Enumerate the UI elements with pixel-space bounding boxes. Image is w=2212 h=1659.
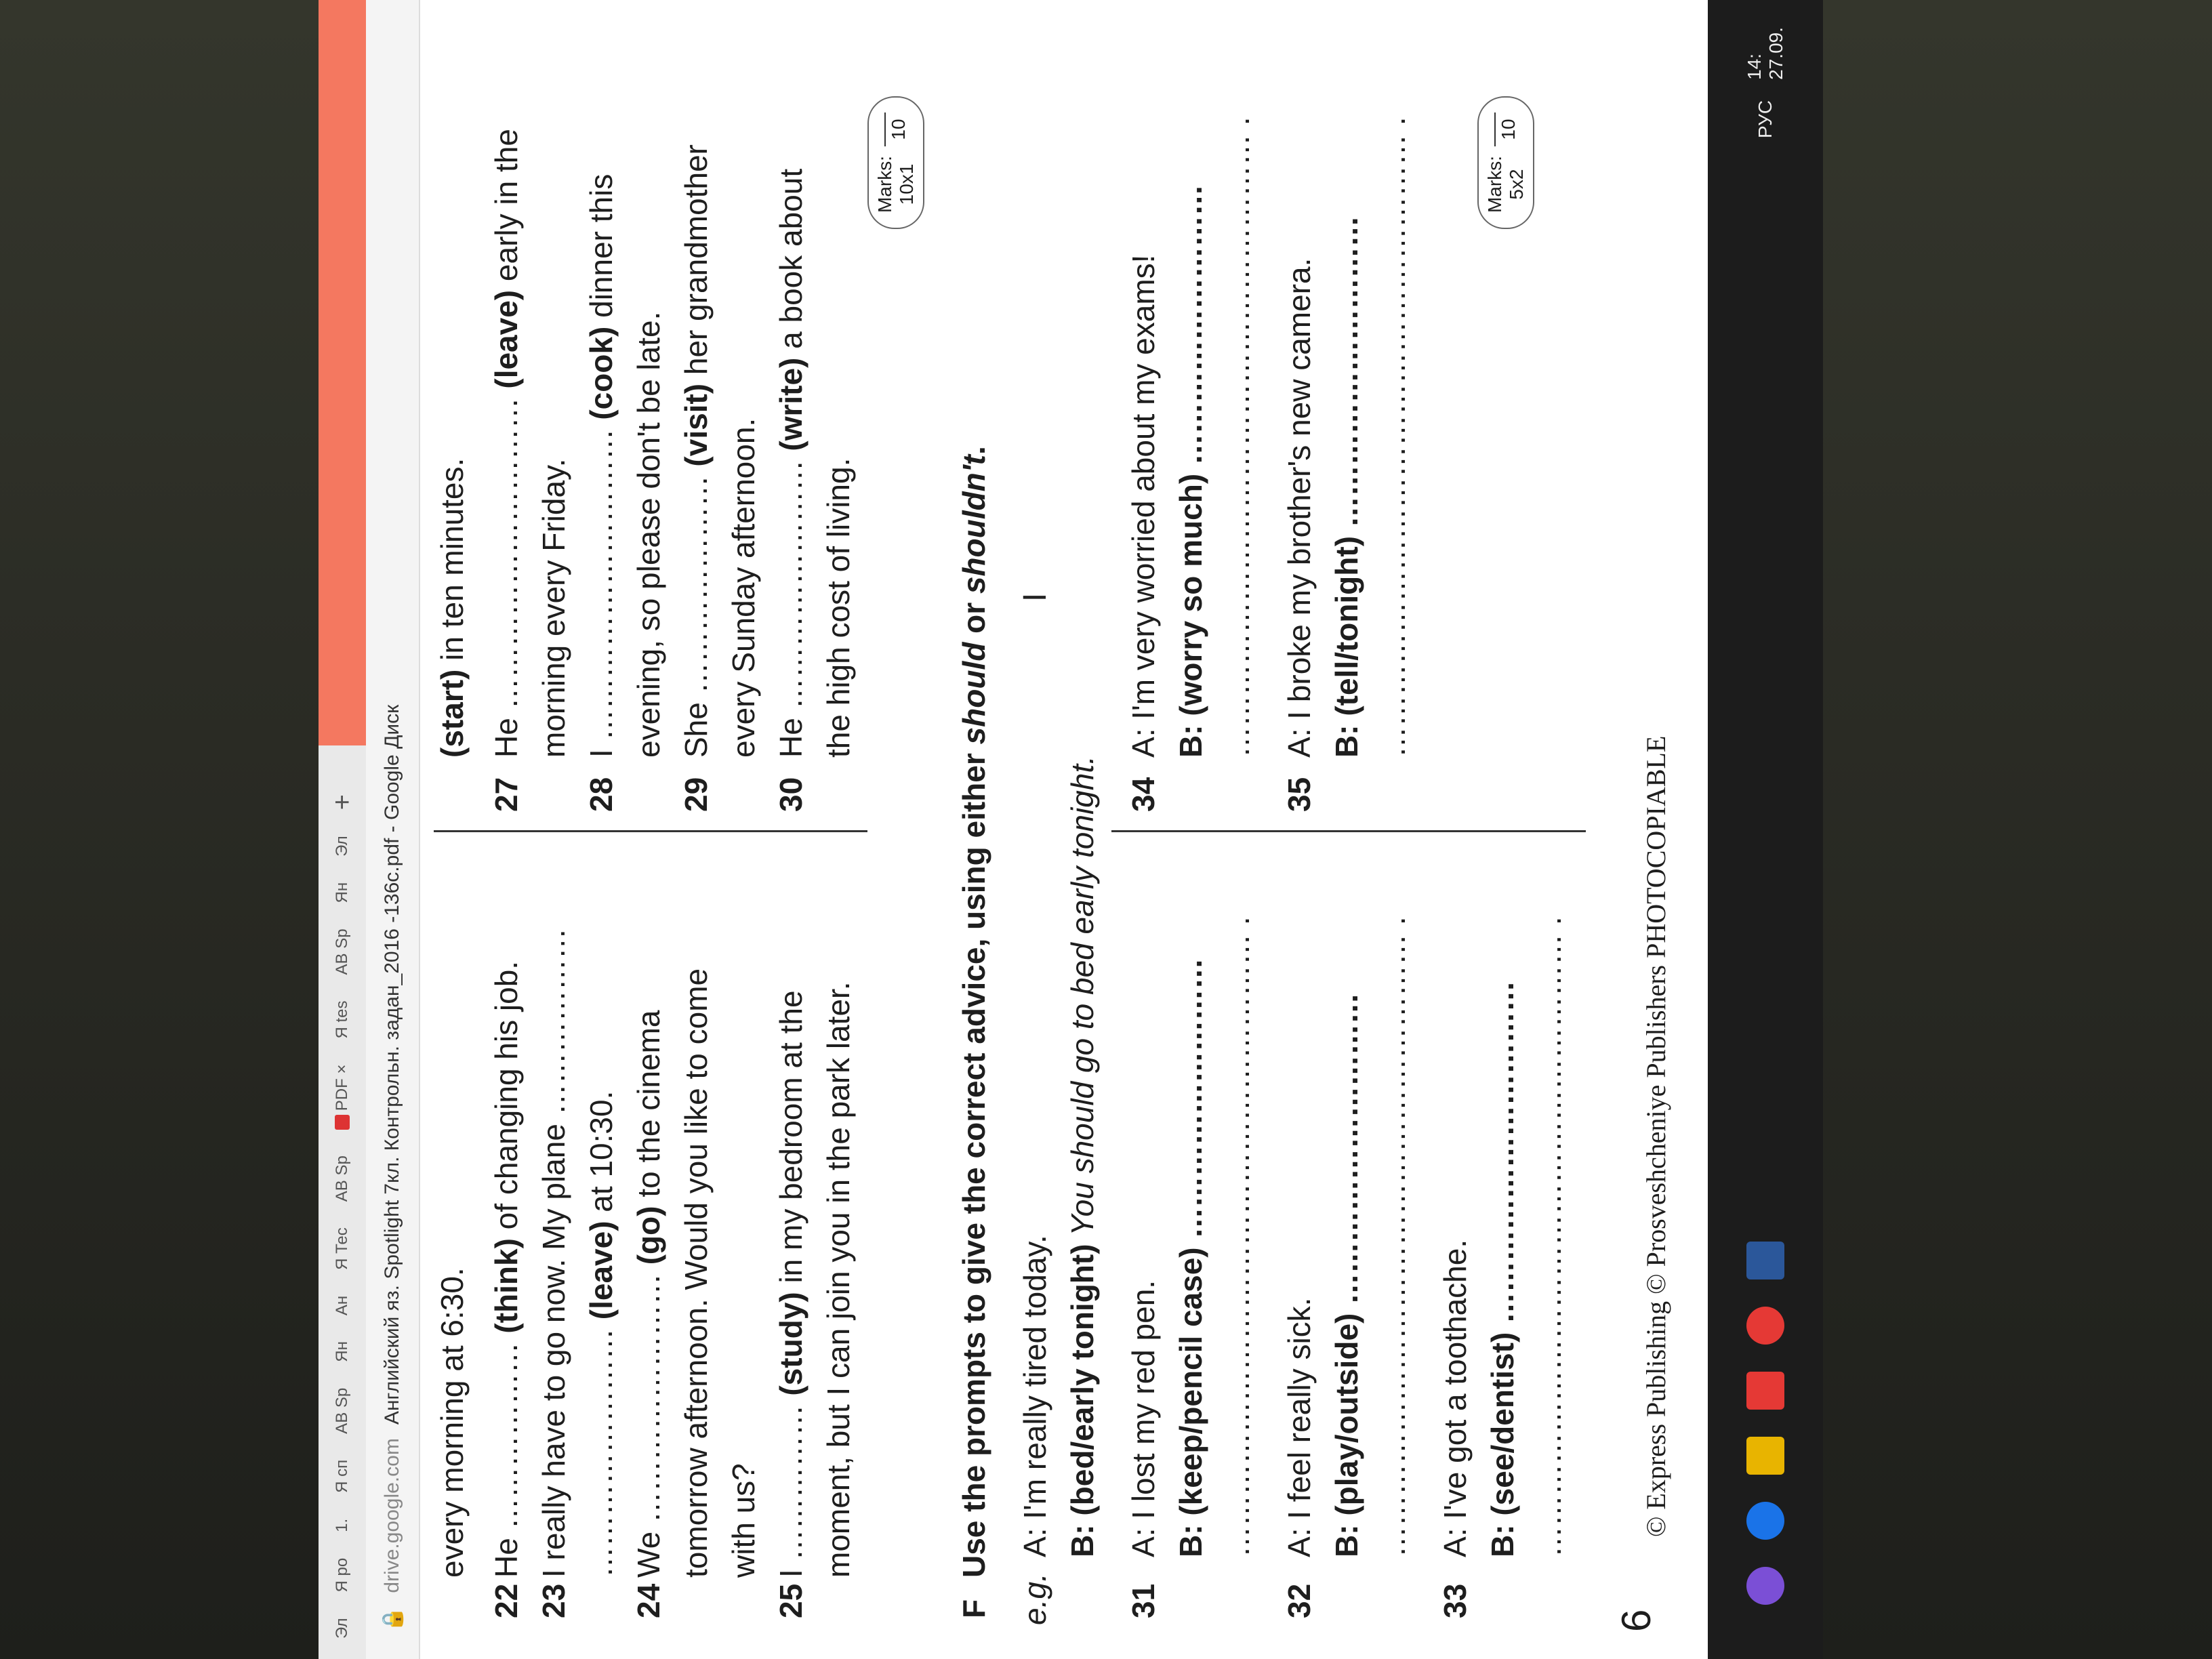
browser-tab[interactable]: AB Sp [333, 928, 351, 975]
example-a: A: I'm really tired today. [1017, 1235, 1052, 1557]
browser-tab[interactable]: Я tes [333, 1000, 351, 1039]
page-title: Английский яз. Spotlight 7кл. Контрольн. задан_2016 -136с.pdf - Google Диск [381, 704, 403, 1425]
copyright-footer: © Express Publishing © Prosveshcheniye Publishers PHOTOCOPIABLE [1641, 735, 1671, 1537]
browser-tab[interactable]: Ян [333, 1341, 351, 1362]
alice-icon[interactable] [1746, 1567, 1784, 1605]
question-31-c: …………………………………………………… . [1221, 916, 1256, 1557]
question-number: 31 [1126, 1583, 1161, 1618]
question-number: 30 [773, 777, 808, 812]
continued-line: every morning at 6:30. [434, 1267, 470, 1578]
question-number: 29 [678, 777, 714, 812]
pdf-icon [335, 1115, 350, 1130]
rotated-screen-content [319, 0, 1823, 1659]
question-29-line2: every Sunday afternoon. [726, 417, 761, 758]
question-33-a: A: I've got a toothache. [1437, 1239, 1473, 1557]
yandex-browser-icon[interactable] [1746, 1307, 1784, 1345]
text-cursor-icon: I [1017, 592, 1053, 602]
language-indicator[interactable]: РУС [1755, 100, 1776, 138]
browser-tab[interactable]: 1. [333, 1518, 351, 1532]
new-tab-button[interactable]: + [327, 794, 357, 811]
question-32-c: …………………………………………………… . [1376, 916, 1412, 1557]
taskbar [1708, 0, 1823, 1659]
question-number: 22 [489, 1583, 524, 1618]
column-divider [1111, 830, 1586, 832]
browser-tab[interactable]: Ян [333, 882, 351, 903]
question-34-b: B: (worry so much) ……………………… [1173, 184, 1208, 758]
question-35-b: B: (tell/tonight) ………………………… [1329, 216, 1364, 758]
question-34-a: A: I'm very worried about my exams! [1126, 254, 1161, 758]
question-27: He ………………………… (leave) early in the [489, 129, 524, 758]
question-24: We …………………… (go) to the cinema [631, 1010, 666, 1578]
question-number: 28 [583, 777, 619, 812]
question-32-a: A: I feel really sick. [1282, 1297, 1317, 1557]
marks-box: Marks: 5x2 10 [1477, 96, 1534, 229]
question-23-line2: …………………… (leave) at 10:30. [583, 1090, 619, 1578]
question-31-a: A: I lost my red pen. [1126, 1279, 1161, 1557]
section-instruction: Use the prompts to give the correct advice, using either should or shouldn't. [956, 446, 991, 1578]
browser-tab[interactable]: Эл [333, 1618, 351, 1639]
question-25-line2: moment, but I can join you in the park later. [821, 981, 856, 1578]
system-tray [1708, 27, 1823, 138]
browser-tab[interactable]: Я ро [333, 1557, 351, 1593]
word-icon[interactable] [1746, 1242, 1784, 1279]
browser-tab[interactable]: Эл [333, 836, 351, 857]
question-27-line2: morning every Friday. [536, 458, 571, 758]
question-number: 25 [773, 1583, 808, 1618]
clock[interactable]: 14: 27.09. [1744, 27, 1786, 80]
lock-icon: 🔒 [381, 1606, 404, 1632]
question-number: 27 [489, 777, 524, 812]
question-number: 23 [536, 1583, 571, 1618]
marks-box: Marks: 10x1 10 [867, 96, 924, 229]
question-34-c: …………………………………………………… . [1221, 117, 1256, 758]
browser-tab-active[interactable]: PDF × [330, 1058, 354, 1137]
window-title-bar [319, 0, 366, 745]
url-host: drive.google.com [381, 1438, 403, 1593]
question-22: He ……………… (think) of changing his job. [489, 960, 524, 1578]
question-24-line2: tomorrow afternoon. Would you like to come [678, 968, 714, 1578]
question-35-c: …………………………………………………… . [1376, 117, 1412, 758]
column-divider [434, 830, 867, 832]
continued-line-right: (start) in ten minutes. [434, 457, 470, 758]
question-33-b: B: (see/dentist) …………………………… [1485, 980, 1520, 1557]
address-bar[interactable] [366, 0, 420, 1659]
question-29: She ………………… (visit) her grandmother [678, 144, 714, 758]
folder-icon[interactable] [1746, 1437, 1784, 1475]
question-number: 35 [1282, 777, 1317, 812]
example-b: B: (bed/early tonight) You should go to bed early tonight. [1065, 756, 1100, 1557]
question-number: 24 [631, 1583, 666, 1618]
example-label: e.g. [1017, 1573, 1052, 1625]
browser-tab[interactable]: Я сп [333, 1459, 351, 1493]
browser-tab[interactable]: Ан [333, 1295, 351, 1316]
question-number: 32 [1282, 1583, 1317, 1618]
question-31-b: B: (keep/pencil case) ……………………… [1173, 958, 1208, 1557]
question-30: He …………………… (write) a book about [773, 168, 808, 758]
section-letter: F [956, 1599, 991, 1618]
page-number: 6 [1614, 1609, 1659, 1632]
browser-tab[interactable]: AB Sp [333, 1387, 351, 1434]
question-24-line3: with us? [726, 1463, 761, 1578]
question-number: 34 [1126, 777, 1161, 812]
question-28-line2: evening, so please don't be late. [631, 311, 666, 758]
pdf-page [420, 0, 1708, 1659]
question-35-a: A: I broke my brother's new camera. [1282, 258, 1317, 758]
browser-tab[interactable]: Я Тес [333, 1227, 351, 1270]
question-33-c: …………………………………………………… . [1532, 916, 1568, 1557]
browser-tab[interactable]: AB Sp [333, 1155, 351, 1202]
question-23: I really have to go now. My plane ……………… [536, 928, 571, 1578]
edge-icon[interactable] [1746, 1502, 1784, 1540]
yandex-icon[interactable] [1746, 1372, 1784, 1410]
monitor-screen [319, 0, 1823, 1659]
question-30-line2: the high cost of living. [821, 457, 856, 758]
question-25: I …………… (study) in my bedroom at the [773, 990, 808, 1578]
question-number: 33 [1437, 1583, 1473, 1618]
question-32-b: B: (play/outside) ………………………… [1329, 992, 1364, 1557]
question-28: I ………………………… (cook) dinner this [583, 173, 619, 758]
